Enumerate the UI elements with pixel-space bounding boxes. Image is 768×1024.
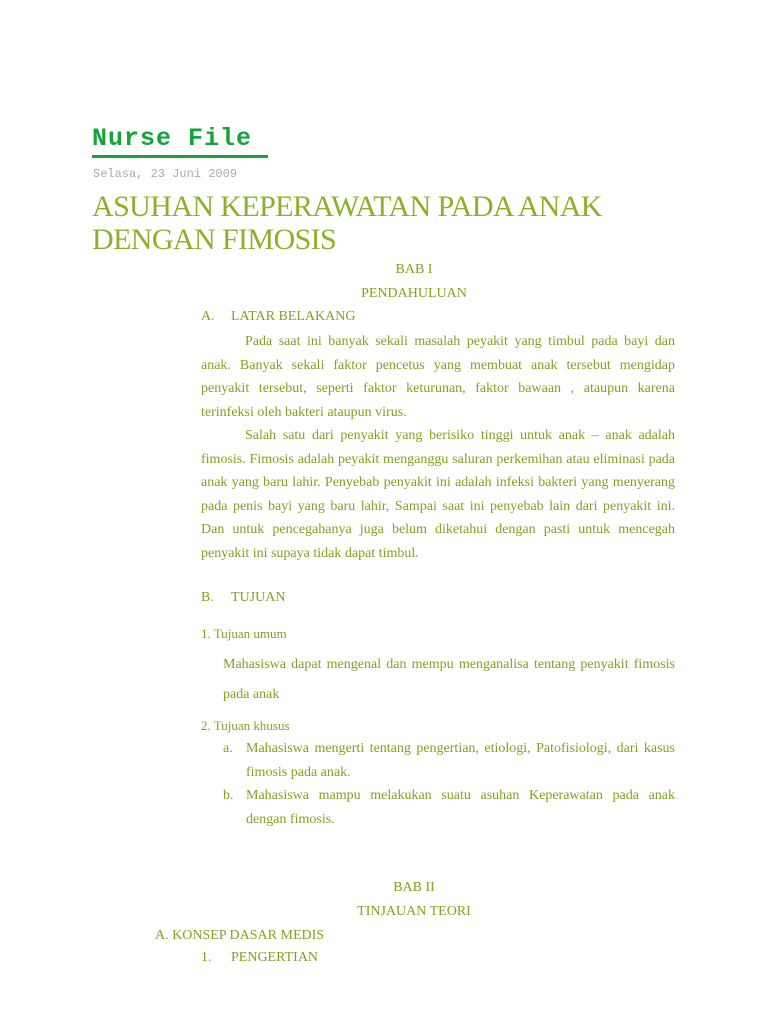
konsep-heading: A. KONSEP DASAR MEDIS <box>155 928 325 943</box>
section-b-heading <box>201 589 285 607</box>
list-text: Mahasiswa mengerti tentang pengertian, etiologi, Patofisiologi, dari kasus fimosis pada anak. <box>246 741 675 780</box>
section-a-heading <box>201 308 355 326</box>
section-b-marker: B. <box>201 590 214 605</box>
pengertian-heading <box>201 949 318 967</box>
section-b-title: TUJUAN <box>231 590 286 605</box>
chapter-2-title: TINJAUAN TEORI <box>357 904 471 919</box>
tujuan-umum-heading: 1. Tujuan umum <box>201 626 287 641</box>
background-paragraph-2: Salah satu dari penyakit yang berisiko tinggi untuk anak – anak adalah fimosis. Fimosis adalah peyakit menganggu saluran perkemihan atau eliminasi pada anak yang baru lahir. Penyebab penyakit ini adalah infeksi bakteri yang menyerang pada penis bayi yang baru lahir, Sampai saat ini penyebab lain dari penyakit ini. Dan untuk pencegahanya juga belum diketahui dengan pasti untuk mencegah penyakit ini supaya tidak dapat timbul. <box>201 428 675 561</box>
list-item <box>223 737 675 785</box>
tujuan-khusus-heading: 2. Tujuan khusus <box>201 718 290 733</box>
section-a-title: LATAR BELAKANG <box>231 309 356 324</box>
chapter-2-heading: BAB II <box>393 880 435 895</box>
list-item <box>223 784 675 832</box>
list-text: Mahasiswa mampu melakukan suatu asuhan Keperawatan pada anak dengan fimosis. <box>246 788 675 827</box>
tujuan-umum-text: Mahasiswa dapat mengenal dan mempu menganalisa tentang penyakit fimosis pada anak <box>223 657 675 702</box>
pengertian-title: PENGERTIAN <box>231 950 319 965</box>
list-marker: a. <box>223 741 233 756</box>
section-a-marker: A. <box>201 309 215 324</box>
post-date: Selasa, 23 Juni 2009 <box>93 167 238 181</box>
list-marker: b. <box>223 788 234 803</box>
blog-title-underline <box>92 155 268 158</box>
blog-title[interactable]: Nurse File <box>92 124 253 153</box>
chapter-heading: BAB I <box>395 262 433 277</box>
chapter-title: PENDAHULUAN <box>361 286 467 301</box>
pengertian-marker: 1. <box>201 950 212 965</box>
background-paragraph-1: Pada saat ini banyak sekali masalah peyakit yang timbul pada bayi dan anak. Banyak sekali faktor pencetus yang membuat anak tersebut mengidap penyakit tersebut, seperti faktor keturunan, faktor bawaan , ataupun karena terinfeksi oleh bakteri ataupun virus. <box>201 334 675 420</box>
post-title[interactable]: ASUHAN KEPERAWATAN PADA ANAK DENGAN FIMOSIS <box>92 190 602 256</box>
